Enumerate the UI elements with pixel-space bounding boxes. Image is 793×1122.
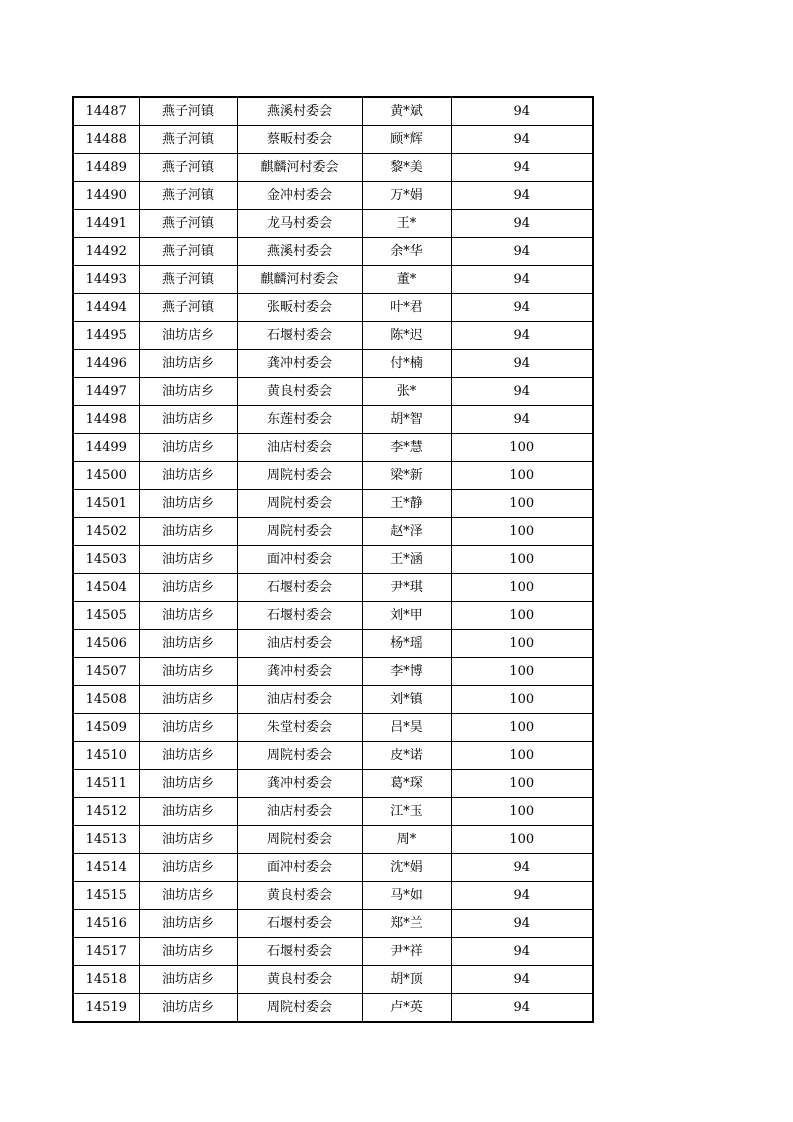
cell-person-name: 胡*顶	[362, 966, 451, 994]
table-row	[73, 798, 593, 826]
cell-person-name: 王*	[362, 210, 451, 238]
cell-village-committee: 麒麟河村委会	[237, 266, 362, 294]
table-row	[73, 266, 593, 294]
table-row	[73, 182, 593, 210]
cell-village-committee: 石堰村委会	[237, 322, 362, 350]
cell-village-committee: 龚冲村委会	[237, 350, 362, 378]
cell-score: 94	[451, 350, 593, 378]
table-row	[73, 490, 593, 518]
cell-township: 油坊店乡	[139, 546, 237, 574]
cell-township: 油坊店乡	[139, 434, 237, 462]
cell-person-name: 张*	[362, 378, 451, 406]
cell-serial-number: 14512	[73, 798, 139, 826]
table-row	[73, 938, 593, 966]
cell-township: 油坊店乡	[139, 574, 237, 602]
cell-township: 油坊店乡	[139, 686, 237, 714]
cell-score: 94	[451, 406, 593, 434]
cell-person-name: 王*涵	[362, 546, 451, 574]
cell-township: 油坊店乡	[139, 966, 237, 994]
cell-village-committee: 周院村委会	[237, 490, 362, 518]
cell-village-committee: 油店村委会	[237, 434, 362, 462]
cell-village-committee: 石堰村委会	[237, 602, 362, 630]
cell-score: 94	[451, 994, 593, 1023]
cell-score: 94	[451, 238, 593, 266]
table-row	[73, 322, 593, 350]
cell-score: 100	[451, 658, 593, 686]
cell-person-name: 万*娟	[362, 182, 451, 210]
cell-township: 油坊店乡	[139, 630, 237, 658]
cell-township: 燕子河镇	[139, 126, 237, 154]
cell-score: 94	[451, 938, 593, 966]
cell-village-committee: 周院村委会	[237, 462, 362, 490]
table-row	[73, 238, 593, 266]
cell-person-name: 刘*甲	[362, 602, 451, 630]
table-row	[73, 714, 593, 742]
cell-score: 100	[451, 770, 593, 798]
cell-village-committee: 石堰村委会	[237, 574, 362, 602]
table-row	[73, 210, 593, 238]
cell-township: 油坊店乡	[139, 798, 237, 826]
table-row	[73, 97, 593, 126]
cell-person-name: 葛*琛	[362, 770, 451, 798]
cell-score: 94	[451, 378, 593, 406]
cell-village-committee: 周院村委会	[237, 518, 362, 546]
cell-village-committee: 周院村委会	[237, 994, 362, 1023]
table-row	[73, 658, 593, 686]
cell-township: 燕子河镇	[139, 182, 237, 210]
cell-township: 油坊店乡	[139, 910, 237, 938]
cell-score: 94	[451, 154, 593, 182]
cell-serial-number: 14495	[73, 322, 139, 350]
cell-village-committee: 黄良村委会	[237, 882, 362, 910]
cell-person-name: 黎*美	[362, 154, 451, 182]
cell-person-name: 赵*泽	[362, 518, 451, 546]
cell-score: 100	[451, 714, 593, 742]
cell-serial-number: 14492	[73, 238, 139, 266]
cell-township: 油坊店乡	[139, 658, 237, 686]
cell-village-committee: 麒麟河村委会	[237, 154, 362, 182]
cell-serial-number: 14496	[73, 350, 139, 378]
cell-serial-number: 14487	[73, 97, 139, 126]
cell-village-committee: 油店村委会	[237, 798, 362, 826]
cell-person-name: 付*楠	[362, 350, 451, 378]
cell-score: 100	[451, 630, 593, 658]
cell-township: 油坊店乡	[139, 350, 237, 378]
table-row	[73, 350, 593, 378]
cell-village-committee: 龙马村委会	[237, 210, 362, 238]
cell-score: 100	[451, 686, 593, 714]
cell-township: 油坊店乡	[139, 602, 237, 630]
cell-person-name: 吕*昊	[362, 714, 451, 742]
cell-score: 100	[451, 602, 593, 630]
table-row	[73, 826, 593, 854]
cell-village-committee: 朱堂村委会	[237, 714, 362, 742]
table-row	[73, 770, 593, 798]
cell-township: 油坊店乡	[139, 406, 237, 434]
table-row	[73, 630, 593, 658]
cell-township: 油坊店乡	[139, 994, 237, 1023]
cell-township: 油坊店乡	[139, 770, 237, 798]
cell-serial-number: 14513	[73, 826, 139, 854]
cell-person-name: 江*玉	[362, 798, 451, 826]
cell-village-committee: 金冲村委会	[237, 182, 362, 210]
cell-village-committee: 张畈村委会	[237, 294, 362, 322]
cell-person-name: 余*华	[362, 238, 451, 266]
table-row	[73, 574, 593, 602]
cell-score: 100	[451, 490, 593, 518]
cell-score: 100	[451, 742, 593, 770]
cell-serial-number: 14490	[73, 182, 139, 210]
table-row	[73, 294, 593, 322]
cell-village-committee: 燕溪村委会	[237, 238, 362, 266]
cell-serial-number: 14500	[73, 462, 139, 490]
cell-person-name: 周*	[362, 826, 451, 854]
cell-person-name: 顾*辉	[362, 126, 451, 154]
cell-serial-number: 14501	[73, 490, 139, 518]
cell-person-name: 胡*智	[362, 406, 451, 434]
cell-serial-number: 14518	[73, 966, 139, 994]
cell-serial-number: 14499	[73, 434, 139, 462]
cell-village-committee: 龚冲村委会	[237, 770, 362, 798]
cell-township: 油坊店乡	[139, 378, 237, 406]
cell-person-name: 杨*瑶	[362, 630, 451, 658]
cell-person-name: 尹*琪	[362, 574, 451, 602]
cell-person-name: 王*静	[362, 490, 451, 518]
cell-person-name: 郑*兰	[362, 910, 451, 938]
cell-township: 油坊店乡	[139, 322, 237, 350]
cell-score: 94	[451, 126, 593, 154]
cell-score: 100	[451, 434, 593, 462]
cell-score: 94	[451, 966, 593, 994]
table-row	[73, 546, 593, 574]
cell-person-name: 黄*斌	[362, 97, 451, 126]
cell-score: 94	[451, 266, 593, 294]
cell-township: 油坊店乡	[139, 938, 237, 966]
cell-score: 94	[451, 294, 593, 322]
cell-village-committee: 面冲村委会	[237, 854, 362, 882]
cell-village-committee: 龚冲村委会	[237, 658, 362, 686]
cell-serial-number: 14510	[73, 742, 139, 770]
cell-village-committee: 油店村委会	[237, 630, 362, 658]
table-row	[73, 854, 593, 882]
cell-serial-number: 14504	[73, 574, 139, 602]
cell-township: 油坊店乡	[139, 490, 237, 518]
table-row	[73, 154, 593, 182]
cell-serial-number: 14511	[73, 770, 139, 798]
cell-score: 94	[451, 210, 593, 238]
cell-serial-number: 14508	[73, 686, 139, 714]
cell-township: 油坊店乡	[139, 714, 237, 742]
cell-score: 100	[451, 574, 593, 602]
cell-village-committee: 黄良村委会	[237, 378, 362, 406]
cell-serial-number: 14489	[73, 154, 139, 182]
table-row	[73, 518, 593, 546]
cell-serial-number: 14507	[73, 658, 139, 686]
cell-serial-number: 14519	[73, 994, 139, 1023]
cell-score: 100	[451, 518, 593, 546]
cell-score: 100	[451, 462, 593, 490]
cell-serial-number: 14503	[73, 546, 139, 574]
cell-person-name: 尹*祥	[362, 938, 451, 966]
table-row	[73, 378, 593, 406]
cell-person-name: 董*	[362, 266, 451, 294]
cell-village-committee: 石堰村委会	[237, 910, 362, 938]
cell-serial-number: 14493	[73, 266, 139, 294]
cell-score: 94	[451, 910, 593, 938]
table-row	[73, 434, 593, 462]
cell-score: 94	[451, 882, 593, 910]
cell-township: 燕子河镇	[139, 210, 237, 238]
cell-person-name: 沈*娟	[362, 854, 451, 882]
cell-serial-number: 14488	[73, 126, 139, 154]
cell-village-committee: 黄良村委会	[237, 966, 362, 994]
cell-person-name: 马*如	[362, 882, 451, 910]
cell-township: 油坊店乡	[139, 854, 237, 882]
cell-person-name: 刘*镇	[362, 686, 451, 714]
cell-score: 100	[451, 546, 593, 574]
table-row	[73, 966, 593, 994]
table-row	[73, 406, 593, 434]
cell-person-name: 叶*君	[362, 294, 451, 322]
cell-serial-number: 14506	[73, 630, 139, 658]
cell-serial-number: 14494	[73, 294, 139, 322]
cell-township: 燕子河镇	[139, 266, 237, 294]
table-row	[73, 686, 593, 714]
table-row	[73, 910, 593, 938]
cell-score: 94	[451, 97, 593, 126]
cell-village-committee: 石堰村委会	[237, 938, 362, 966]
cell-person-name: 皮*诺	[362, 742, 451, 770]
table-row	[73, 994, 593, 1023]
cell-person-name: 李*慧	[362, 434, 451, 462]
cell-serial-number: 14509	[73, 714, 139, 742]
table-row	[73, 126, 593, 154]
cell-serial-number: 14516	[73, 910, 139, 938]
cell-score: 94	[451, 322, 593, 350]
table-row	[73, 602, 593, 630]
cell-score: 94	[451, 182, 593, 210]
cell-person-name: 李*博	[362, 658, 451, 686]
table-row	[73, 742, 593, 770]
cell-village-committee: 周院村委会	[237, 742, 362, 770]
cell-score: 94	[451, 854, 593, 882]
cell-serial-number: 14517	[73, 938, 139, 966]
cell-village-committee: 周院村委会	[237, 826, 362, 854]
cell-score: 100	[451, 826, 593, 854]
cell-township: 油坊店乡	[139, 742, 237, 770]
cell-township: 油坊店乡	[139, 462, 237, 490]
cell-person-name: 梁*新	[362, 462, 451, 490]
cell-township: 油坊店乡	[139, 882, 237, 910]
cell-township: 燕子河镇	[139, 154, 237, 182]
table-row	[73, 462, 593, 490]
cell-township: 燕子河镇	[139, 97, 237, 126]
cell-township: 燕子河镇	[139, 238, 237, 266]
table-row	[73, 882, 593, 910]
cell-township: 燕子河镇	[139, 294, 237, 322]
cell-village-committee: 面冲村委会	[237, 546, 362, 574]
cell-serial-number: 14491	[73, 210, 139, 238]
cell-serial-number: 14514	[73, 854, 139, 882]
cell-township: 油坊店乡	[139, 518, 237, 546]
cell-serial-number: 14515	[73, 882, 139, 910]
cell-serial-number: 14497	[73, 378, 139, 406]
cell-person-name: 陈*迟	[362, 322, 451, 350]
roster-table-body	[73, 97, 593, 1022]
cell-village-committee: 燕溪村委会	[237, 97, 362, 126]
cell-township: 油坊店乡	[139, 826, 237, 854]
cell-serial-number: 14502	[73, 518, 139, 546]
cell-score: 100	[451, 798, 593, 826]
cell-village-committee: 东莲村委会	[237, 406, 362, 434]
cell-village-committee: 油店村委会	[237, 686, 362, 714]
roster-table	[72, 96, 594, 1023]
cell-village-committee: 蔡畈村委会	[237, 126, 362, 154]
cell-person-name: 卢*英	[362, 994, 451, 1023]
cell-serial-number: 14498	[73, 406, 139, 434]
cell-serial-number: 14505	[73, 602, 139, 630]
